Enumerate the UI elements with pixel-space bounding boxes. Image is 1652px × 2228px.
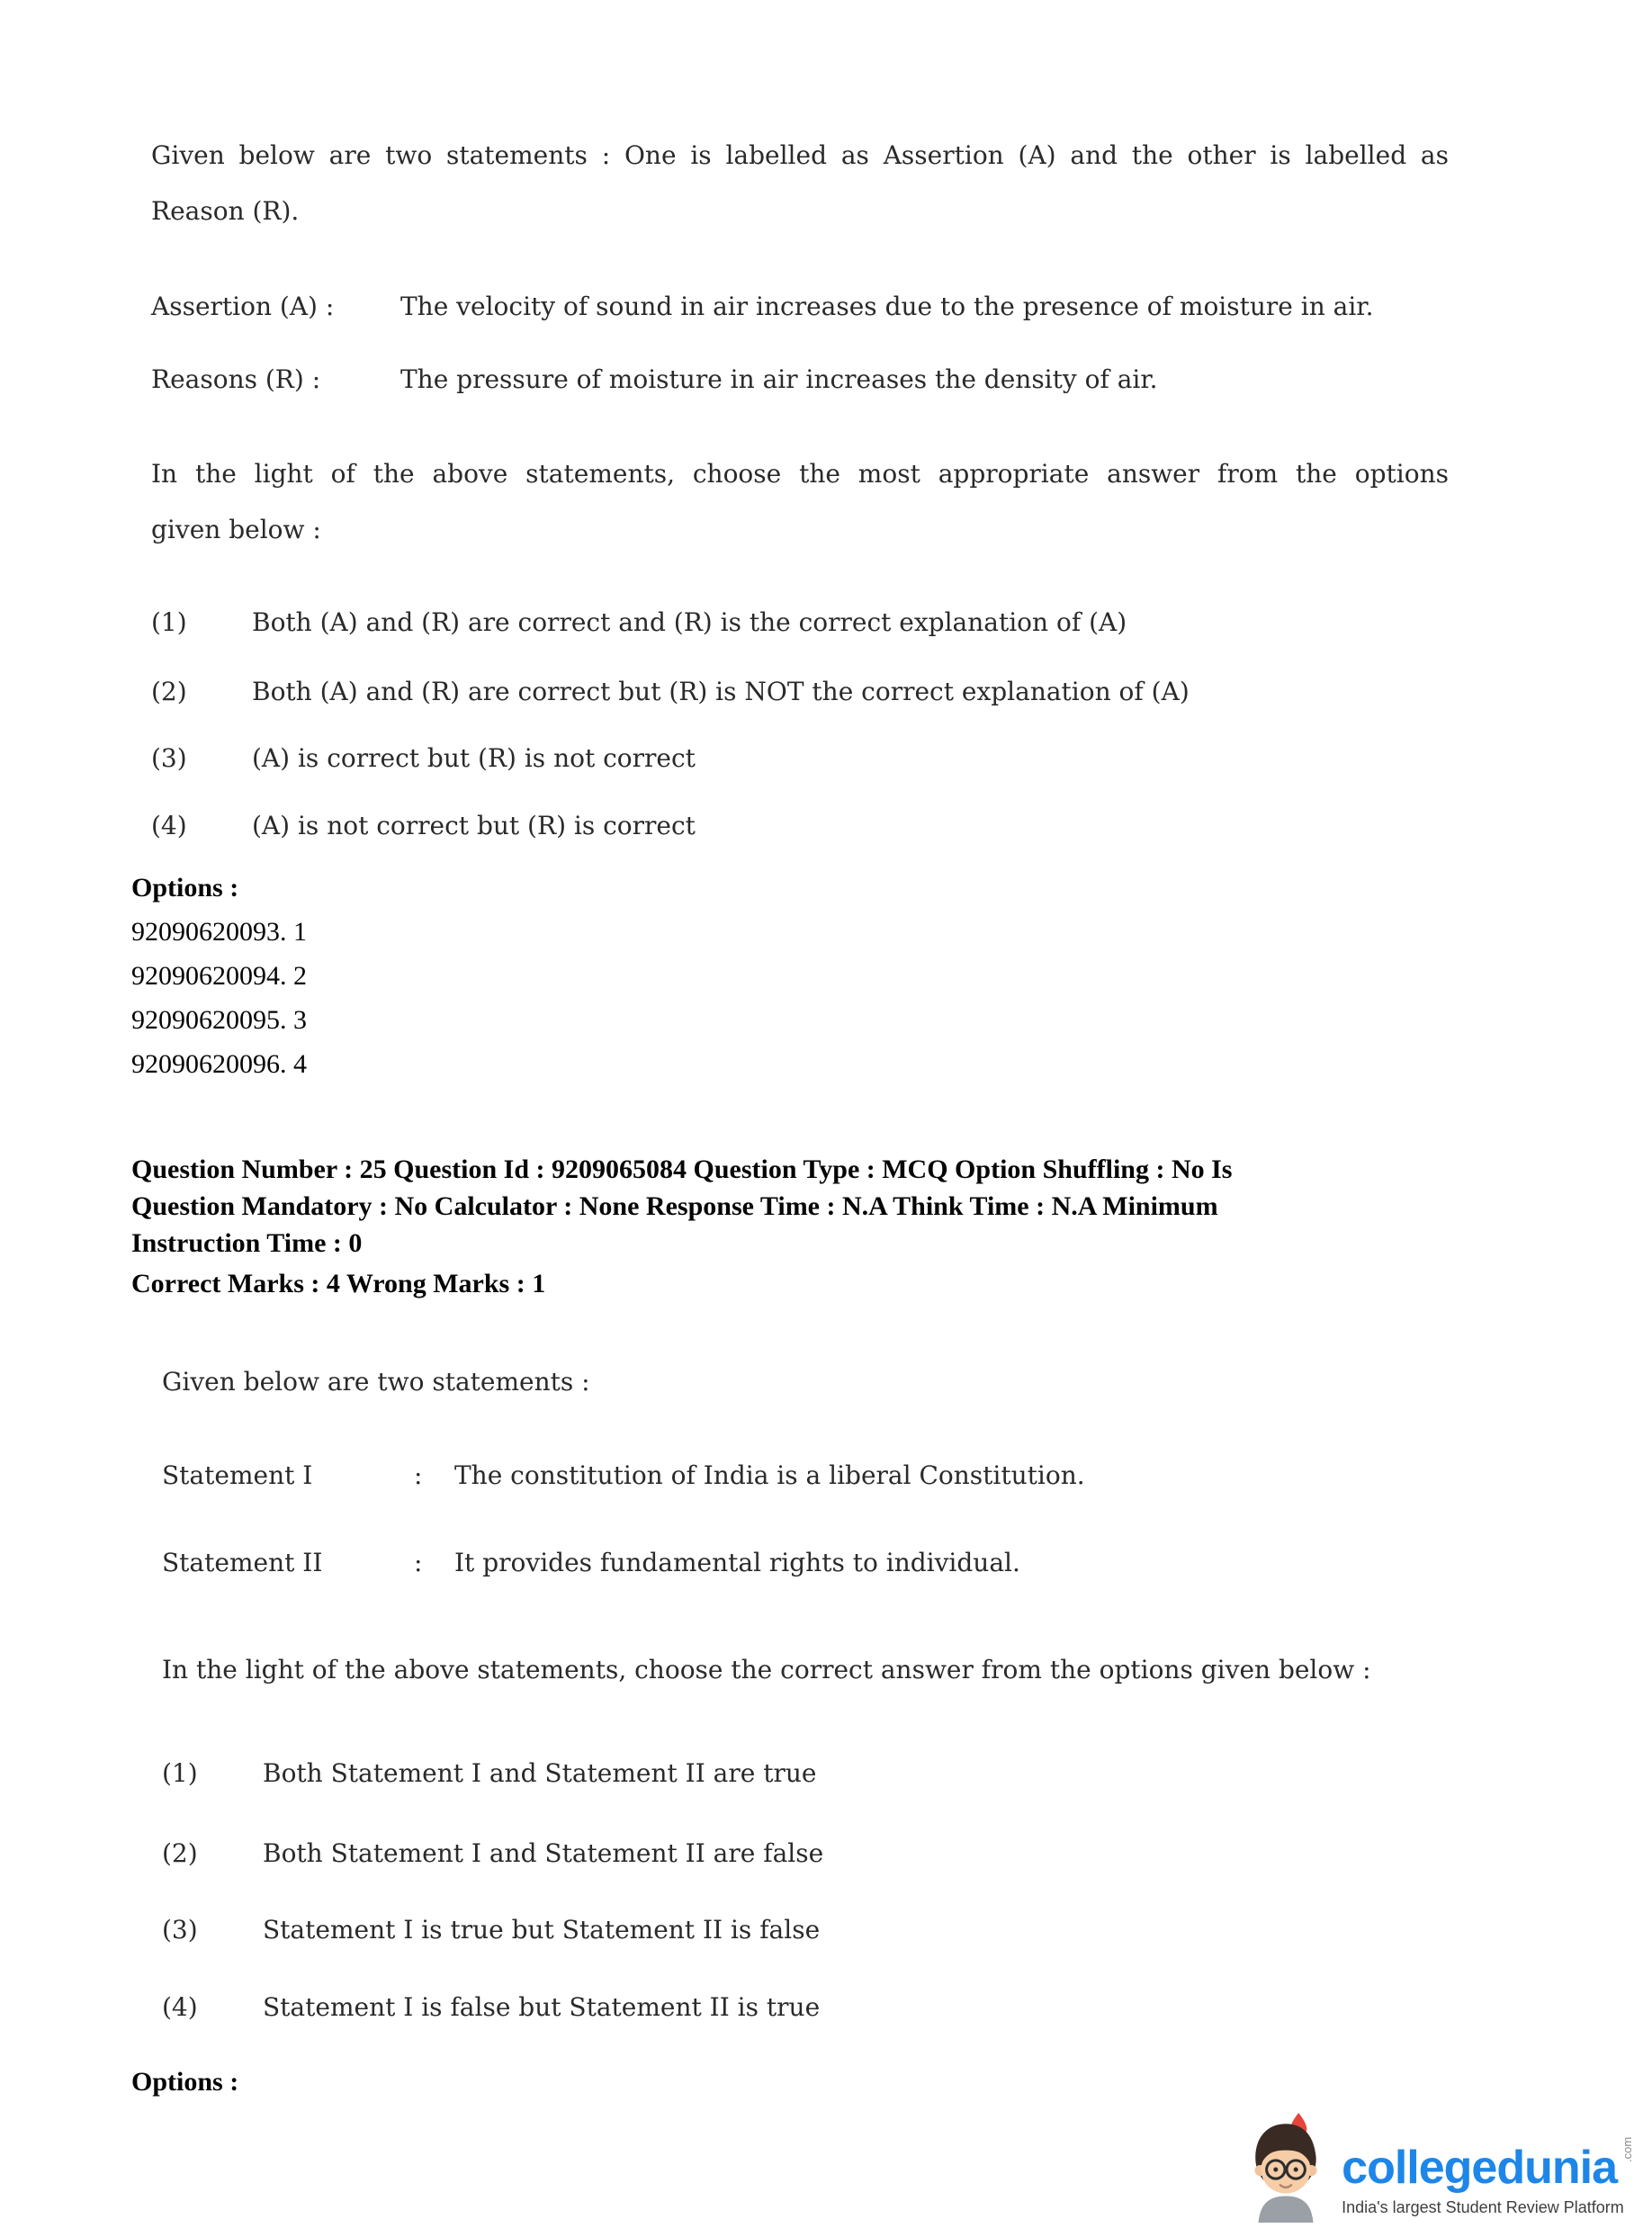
choice-number: (4) [151, 811, 187, 840]
q24-intro-line-1: Given below are two statements : One is labelled as Assertion (A) and the other is labelled as [151, 140, 1449, 170]
marks-line: Correct Marks : 4 Wrong Marks : 1 [131, 1269, 546, 1298]
q24-choice-row-2 [151, 664, 1449, 720]
choice-number: (2) [151, 677, 187, 706]
choice-number: (2) [162, 1838, 198, 1868]
choice-number: (1) [162, 1758, 198, 1788]
q24-option-id-4: 92090620096. 4 [131, 1049, 307, 1079]
choice-number: (1) [151, 607, 187, 637]
choice-number: (3) [162, 1915, 198, 1945]
q25-choice-row-1 [162, 1746, 1449, 1801]
q24-intro-paragraph [151, 128, 1449, 239]
question-25-metadata [0, 1151, 1652, 1306]
question-25-body [0, 1354, 1652, 2035]
collegedunia-mascot-icon [1239, 2113, 1333, 2223]
reason-label: Reasons (R) : [151, 364, 321, 394]
q24-options-heading: Options : [131, 873, 239, 903]
statement-2-label: Statement II [162, 1548, 323, 1577]
q24-option-id-2: 92090620094. 2 [131, 961, 307, 991]
choice-text: Both (A) and (R) are correct and (R) is the correct explanation of (A) [252, 607, 1127, 637]
choice-text: Both (A) and (R) are correct but (R) is NOT the correct explanation of (A) [252, 677, 1190, 706]
statement-1-label: Statement I [162, 1460, 313, 1490]
q24-instruction-line-1: In the light of the above statements, choose the most appropriate answer from the options [151, 459, 1449, 489]
q24-instruction-line-2: given below : [151, 515, 321, 544]
q24-option-id-1: 92090620093. 1 [131, 917, 307, 947]
brand-suffix: .com [1621, 2136, 1634, 2162]
question-24-body [0, 128, 1652, 854]
assertion-row [151, 279, 1449, 335]
q24-option-id-3: 92090620095. 3 [131, 1005, 307, 1035]
statement-2-row [162, 1535, 1449, 1591]
meta-line-2: Question Mandatory : No Calculator : None Response Time : N.A Think Time : N.A Minimum [131, 1191, 1218, 1221]
choice-text: (A) is correct but (R) is not correct [252, 743, 696, 773]
choice-number: (4) [162, 1992, 198, 2022]
brand-wordmark: collegedunia [1342, 2142, 1617, 2194]
meta-line-3: Instruction Time : 0 [131, 1228, 363, 1258]
choice-number: (3) [151, 743, 187, 773]
reason-row [151, 352, 1449, 408]
choice-text: Statement I is true but Statement II is false [263, 1915, 821, 1945]
q24-choice-row-1 [151, 595, 1449, 651]
assertion-label: Assertion (A) : [151, 292, 335, 321]
q24-choices-list [151, 595, 1449, 854]
q25-choice-row-2 [162, 1826, 1449, 1882]
assertion-text: The velocity of sound in air increases due to the presence of moisture in air. [400, 292, 1374, 321]
meta-line-1: Question Number : 25 Question Id : 9209065084 Question Type : MCQ Option Shuffling : No Is [131, 1154, 1233, 1184]
statement-1-colon: : [414, 1460, 423, 1490]
q25-choices-list [162, 1746, 1449, 2035]
q25-instruction-paragraph: In the light of the above statements, choose the correct answer from the options given below : [162, 1655, 1371, 1684]
reason-text: The pressure of moisture in air increases the density of air. [400, 364, 1158, 394]
q25-options-heading: Options : [131, 2067, 239, 2097]
statement-2-text: It provides fundamental rights to individual. [454, 1548, 1020, 1577]
q25-choice-row-3 [162, 1902, 1449, 1958]
statement-2-colon: : [414, 1548, 423, 1577]
q25-choice-row-4 [162, 1980, 1449, 2035]
q25-intro-paragraph: Given below are two statements : [162, 1367, 590, 1397]
choice-text: Both Statement I and Statement II are false [263, 1838, 824, 1868]
choice-text: (A) is not correct but (R) is correct [252, 811, 696, 840]
q24-choice-row-3 [151, 731, 1449, 786]
brand-text-column [1342, 2136, 1634, 2223]
q24-instruction-paragraph [151, 446, 1449, 558]
q25-options-heading-block [0, 2060, 1652, 2104]
statement-1-text: The constitution of India is a liberal Constitution. [454, 1460, 1085, 1490]
collegedunia-logo [1239, 2113, 1632, 2223]
brand-tagline: India's largest Student Review Platform [1342, 2198, 1624, 2216]
q24-options-id-block [0, 866, 1652, 1086]
q24-choice-row-4 [151, 798, 1449, 854]
choice-text: Both Statement I and Statement II are true [263, 1758, 817, 1788]
brand-line [1342, 2136, 1634, 2194]
statement-1-row [162, 1448, 1449, 1504]
q24-intro-line-2: Reason (R). [151, 196, 300, 226]
choice-text: Statement I is false but Statement II is true [263, 1992, 821, 2022]
